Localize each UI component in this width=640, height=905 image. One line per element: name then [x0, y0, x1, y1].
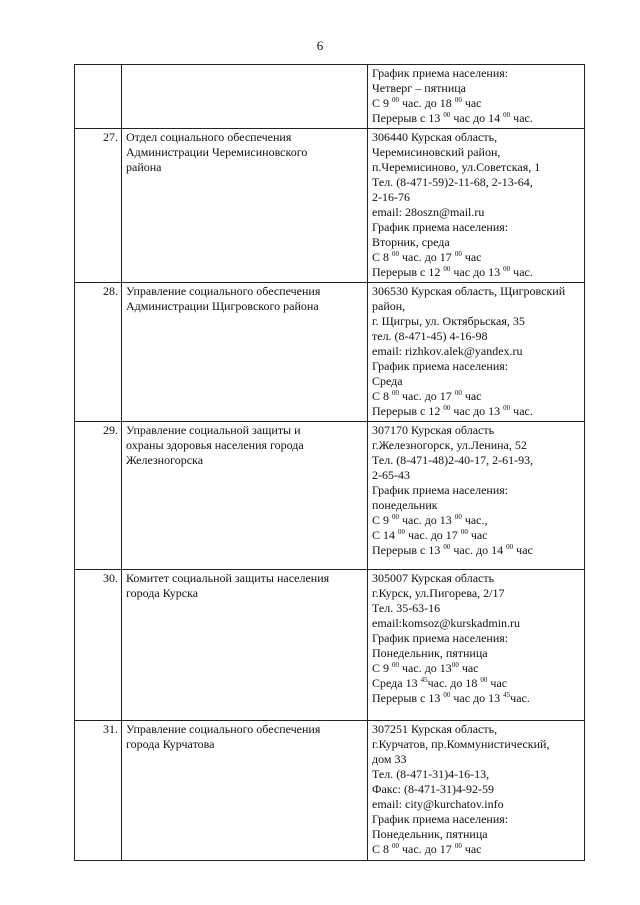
contact-info-line — [372, 404, 581, 419]
row-number: 30. — [75, 570, 122, 721]
agencies-table — [74, 64, 585, 861]
agency-name-line: района — [126, 160, 162, 174]
contact-info-line: дом 33 — [372, 752, 407, 766]
schedule-text: час. — [510, 691, 530, 705]
contact-info-line: 2-65-43 — [372, 468, 410, 482]
contact-info-line: Понедельник, пятница — [372, 827, 488, 841]
contact-info-line: email:komsoz@kurskadmin.ru — [372, 616, 521, 630]
agency-name-line: Управление социальной защиты и — [126, 423, 301, 437]
agency-name-cell — [122, 283, 368, 422]
schedule-text: час — [461, 389, 482, 403]
time-minutes-superscript: 00 — [454, 842, 462, 850]
agency-name-line: Управление социального обеспечения — [126, 722, 321, 736]
contact-info-line: 307251 Курская область, — [372, 722, 498, 736]
contact-info-line: email: rizhkov.alek@yandex.ru — [372, 344, 523, 358]
table-row — [75, 422, 585, 570]
row-number: 31. — [75, 721, 122, 861]
schedule-text: Перерыв с 13 — [372, 111, 444, 125]
schedule-text: Перерыв с 12 — [372, 404, 444, 418]
contact-info-line: email: 28oszn@mail.ru — [372, 205, 485, 219]
contact-info-line: Тел. (8-471-48)2-40-17, 2-61-93, — [372, 453, 534, 467]
contact-info-line: График приема населения: — [372, 483, 509, 497]
contact-info-line — [372, 513, 581, 528]
agency-name-cell — [122, 129, 368, 283]
contact-info-line: email: city@kurchatov.info — [372, 797, 504, 811]
row-number — [75, 65, 122, 129]
schedule-text: час — [461, 842, 482, 856]
contact-info-line: 306530 Курская область, Щигровский — [372, 284, 566, 298]
time-minutes-superscript: 00 — [392, 661, 400, 669]
agency-name-cell — [122, 65, 368, 129]
contact-info-line — [372, 691, 581, 706]
time-minutes-superscript: 00 — [392, 842, 400, 850]
contact-info-line: г. Щигры, ул. Октябрьская, 35 — [372, 314, 525, 328]
time-minutes-superscript: 00 — [503, 265, 511, 273]
schedule-text: час. до 18 — [427, 676, 481, 690]
schedule-text: час. — [510, 404, 533, 418]
contact-info-line: Тел. (8-471-31)4-16-13, — [372, 767, 490, 781]
contact-info-line — [372, 111, 581, 126]
row-number: 29. — [75, 422, 122, 570]
schedule-text: час. — [510, 265, 533, 279]
schedule-text: Среда 13 — [372, 676, 421, 690]
time-minutes-superscript: 00 — [443, 111, 451, 119]
time-minutes-superscript: 00 — [454, 96, 462, 104]
time-minutes-superscript: 00 — [443, 404, 451, 412]
schedule-text: час — [458, 661, 479, 675]
agency-name-line: охраны здоровья населения города — [126, 438, 304, 452]
time-minutes-superscript: 00 — [454, 250, 462, 258]
page-number: 6 — [316, 38, 324, 53]
schedule-text: С 14 — [372, 528, 399, 542]
contact-info-line: Четверг – пятница — [372, 81, 466, 95]
contact-info-line: 307170 Курская область — [372, 423, 495, 437]
time-minutes-superscript: 00 — [454, 389, 462, 397]
agency-name-line: Железногорска — [126, 453, 204, 467]
time-minutes-superscript: 00 — [392, 389, 400, 397]
table-row — [75, 283, 585, 422]
contact-info-line: Тел. 35-63-16 — [372, 601, 441, 615]
contact-info-line — [372, 543, 581, 558]
contact-info-line: График приема населения: — [372, 812, 509, 826]
time-minutes-superscript: 00 — [480, 676, 488, 684]
contact-info-cell — [368, 65, 585, 129]
time-minutes-superscript: 00 — [392, 513, 400, 521]
contact-info-line: Черемисиновский район, — [372, 145, 501, 159]
agency-name-cell — [122, 570, 368, 721]
agency-name-line: Комитет социальной защиты населения — [126, 571, 330, 585]
schedule-text: час до 14 — [450, 111, 504, 125]
contact-info-cell — [368, 283, 585, 422]
schedule-text: час. до 17 — [405, 528, 461, 542]
schedule-text: час. до 18 — [399, 96, 455, 110]
schedule-text: час до 13 — [450, 265, 504, 279]
time-minutes-superscript: 00 — [503, 111, 511, 119]
schedule-text: Перерыв с 12 — [372, 265, 444, 279]
schedule-text: час — [461, 96, 482, 110]
time-minutes-superscript: 00 — [392, 250, 400, 258]
row-number: 28. — [75, 283, 122, 422]
agency-name-cell — [122, 721, 368, 861]
time-minutes-superscript: 45 — [503, 691, 511, 699]
contact-info-line — [372, 250, 581, 265]
contact-info-cell — [368, 721, 585, 861]
contact-info-line — [372, 96, 581, 111]
time-minutes-superscript: 00 — [443, 691, 451, 699]
schedule-text: час. до 13 — [399, 661, 452, 675]
contact-info-line: График приема населения: — [372, 220, 509, 234]
table-row — [75, 65, 585, 129]
contact-info-cell — [368, 129, 585, 283]
agency-name-cell — [122, 422, 368, 570]
contact-info-line — [372, 528, 581, 543]
schedule-text: час. — [510, 111, 533, 125]
schedule-text: час. до 17 — [399, 842, 455, 856]
table-row — [75, 129, 585, 283]
contact-info-line — [372, 676, 581, 691]
contact-info-line: Среда — [372, 374, 403, 388]
contact-info-line: 2-16-76 — [372, 190, 410, 204]
contact-info-line: г.Курск, ул.Пигорева, 2/17 — [372, 586, 505, 600]
agency-name-line: Администрации Черемисиновского — [126, 145, 308, 159]
schedule-text: час — [461, 250, 482, 264]
time-minutes-superscript: 00 — [398, 528, 406, 536]
time-minutes-superscript: 00 — [503, 404, 511, 412]
time-minutes-superscript: 00 — [443, 543, 451, 551]
schedule-text: С 9 — [372, 96, 393, 110]
table-row — [75, 570, 585, 721]
schedule-text: С 9 — [372, 513, 393, 527]
contact-info-line: Факс: (8-471-31)4-92-59 — [372, 782, 494, 796]
schedule-text: час. до 13 — [399, 513, 455, 527]
contact-info-line — [372, 265, 581, 280]
contact-info-line: Вторник, среда — [372, 235, 450, 249]
schedule-text: час — [513, 543, 533, 557]
contact-info-line: район, — [372, 299, 406, 313]
schedule-text: час. до 17 — [399, 389, 455, 403]
contact-info-line: Понедельник, пятница — [372, 646, 488, 660]
time-minutes-superscript: 00 — [460, 528, 468, 536]
contact-info-line: Тел. (8-471-59)2-11-68, 2-13-64, — [372, 175, 533, 189]
agency-name-line: города Курчатова — [126, 737, 215, 751]
agency-name-line: Администрации Щигровского района — [126, 299, 319, 313]
time-minutes-superscript: 45 — [420, 676, 428, 684]
contact-info-line: 305007 Курская область — [372, 571, 495, 585]
time-minutes-superscript: 00 — [392, 96, 400, 104]
contact-info-line: 306440 Курская область, — [372, 130, 498, 144]
schedule-text: С 9 — [372, 661, 393, 675]
agency-name-line: города Курска — [126, 586, 199, 600]
agency-name-line: Управление социального обеспечения — [126, 284, 321, 298]
time-minutes-superscript: 00 — [506, 543, 514, 551]
contact-info-cell — [368, 422, 585, 570]
contact-info-line: График приема населения: — [372, 631, 509, 645]
schedule-text: С 8 — [372, 389, 393, 403]
contact-info-line: п.Черемисиново, ул.Советская, 1 — [372, 160, 541, 174]
contact-info-line — [372, 389, 581, 404]
schedule-text: Перерыв с 13 — [372, 543, 444, 557]
table-row — [75, 721, 585, 861]
contact-info-line: г.Курчатов, пр.Коммунистический, — [372, 737, 550, 751]
schedule-text: час. до 14 — [450, 543, 507, 557]
agency-name-line: Отдел социального обеспечения — [126, 130, 292, 144]
row-number: 27. — [75, 129, 122, 283]
time-minutes-superscript: 00 — [451, 661, 459, 669]
schedule-text: час., — [461, 513, 488, 527]
contact-info-cell — [368, 570, 585, 721]
contact-info-line: понедельник — [372, 498, 438, 512]
schedule-text: час до 13 — [450, 404, 504, 418]
contact-info-line: График приема населения: — [372, 66, 509, 80]
contact-info-line: г.Железногорск, ул.Ленина, 52 — [372, 438, 527, 452]
time-minutes-superscript: 00 — [443, 265, 451, 273]
schedule-text: С 8 — [372, 250, 393, 264]
schedule-text: час до 13 — [450, 691, 504, 705]
schedule-text: Перерыв с 13 — [372, 691, 444, 705]
schedule-text: час — [487, 676, 508, 690]
contact-info-line — [372, 661, 581, 676]
contact-info-line: График приема населения: — [372, 359, 509, 373]
schedule-text: час. до 17 — [399, 250, 455, 264]
contact-info-line — [372, 842, 581, 857]
schedule-text: С 8 — [372, 842, 393, 856]
contact-info-line: тел. (8-471-45) 4-16-98 — [372, 329, 488, 343]
schedule-text: час — [467, 528, 488, 542]
time-minutes-superscript: 00 — [454, 513, 462, 521]
